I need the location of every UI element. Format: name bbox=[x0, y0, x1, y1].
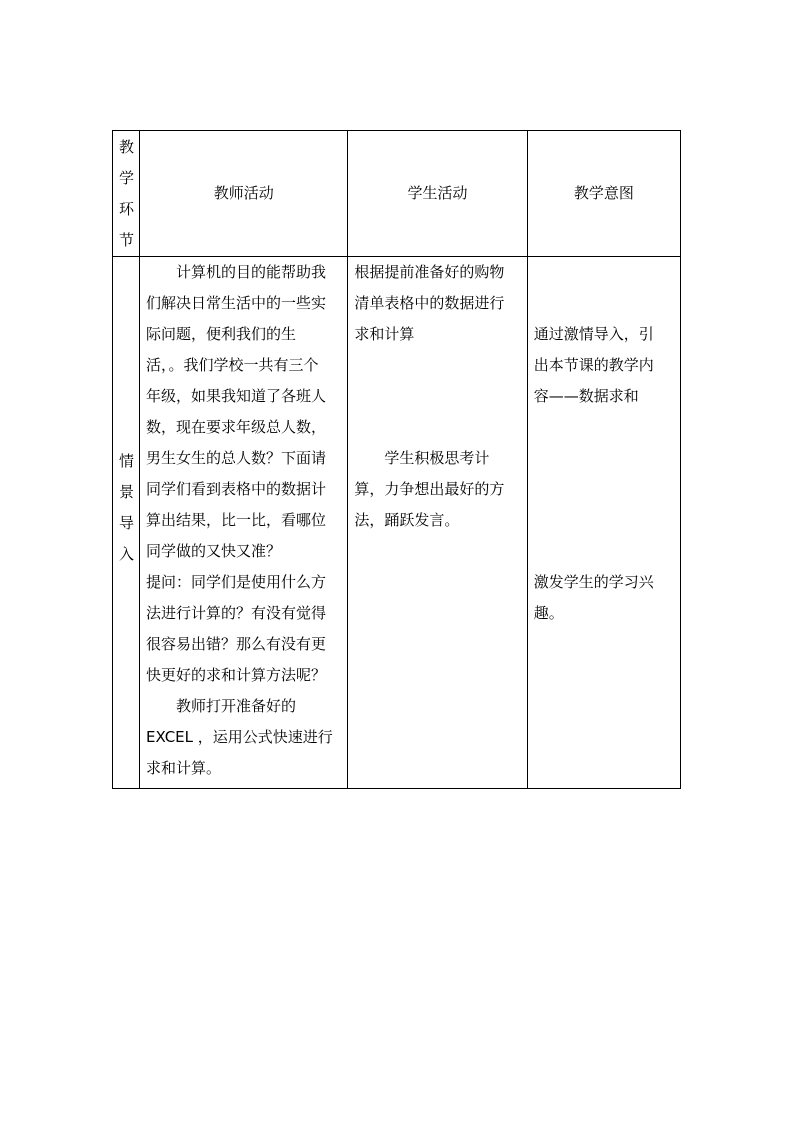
header-student: 学生活动 bbox=[348, 131, 527, 257]
teaching-intent-cell bbox=[527, 257, 680, 789]
teaching-intent-line bbox=[534, 505, 674, 536]
teacher-activity-line: 活，。我们学校一共有三个 bbox=[146, 356, 319, 374]
teacher-activity-line: EXCEL ，运用公式快速进行 bbox=[146, 728, 333, 746]
teacher-activity-line: 同学做的又快又准？ bbox=[146, 542, 282, 560]
teacher-activity-line: 提问：同学们是使用什么方 bbox=[146, 573, 327, 591]
teaching-intent-line bbox=[534, 412, 674, 443]
stage-text bbox=[113, 257, 140, 570]
header-stage bbox=[113, 131, 140, 257]
lesson-plan-table bbox=[112, 130, 681, 789]
teaching-intent-line bbox=[534, 443, 674, 474]
teaching-intent-text bbox=[528, 257, 680, 629]
header-intent: 教学意图 bbox=[527, 131, 680, 257]
header-stage-char: 学 bbox=[118, 168, 134, 187]
teacher-activity-line: 数，现在要求年级总人数， bbox=[146, 418, 327, 436]
teacher-activity-line: 年级，如果我知道了各班人 bbox=[146, 387, 327, 405]
student-activity-line: 法，踊跃发言。 bbox=[354, 511, 460, 529]
student-activity-line: 求和计算 bbox=[354, 325, 415, 343]
teaching-intent-line: 出本节课的教学内 bbox=[533, 356, 654, 374]
teacher-activity-line: 教师打开准备好的 bbox=[146, 697, 297, 715]
stage-char: 情 bbox=[118, 452, 134, 470]
header-stage-char: 节 bbox=[118, 230, 134, 249]
stage-char: 景 bbox=[118, 483, 134, 501]
teacher-activity-line: 算出结果，比一比，看哪位 bbox=[146, 511, 327, 529]
teaching-intent-line bbox=[534, 288, 674, 319]
stage-char: 入 bbox=[118, 545, 134, 563]
table-row-situation-intro bbox=[113, 257, 681, 789]
header-stage-char: 环 bbox=[118, 199, 134, 218]
teacher-activity-line: 们解决日常生活中的一些实 bbox=[146, 294, 327, 312]
teacher-activity-line: 很容易出错？那么有没有更 bbox=[146, 635, 327, 653]
header-stage-char: 教 bbox=[118, 137, 134, 156]
student-activity-text bbox=[348, 257, 526, 536]
stage-cell bbox=[113, 257, 140, 789]
student-activity-line: 根据提前准备好的购物 bbox=[354, 263, 505, 281]
teacher-activity-line: 快更好的求和计算方法呢？ bbox=[146, 666, 327, 684]
teaching-intent-line: 趣。 bbox=[533, 604, 564, 622]
student-activity-line bbox=[354, 412, 520, 443]
teacher-activity-line: 求和计算。 bbox=[146, 759, 222, 777]
stage-char: 导 bbox=[118, 514, 134, 532]
teacher-activity-cell bbox=[140, 257, 348, 789]
teacher-activity-text bbox=[140, 257, 347, 784]
header-stage-text bbox=[113, 132, 140, 256]
teaching-intent-line bbox=[534, 257, 674, 288]
student-activity-line: 算，力争想出最好的方 bbox=[354, 480, 505, 498]
student-activity-line: 学生积极思考计 bbox=[354, 449, 490, 467]
table-header-row bbox=[113, 131, 681, 257]
student-activity-cell bbox=[348, 257, 527, 789]
teaching-intent-line: 容——数据求和 bbox=[533, 387, 639, 405]
teaching-intent-line: 通过激情导入，引 bbox=[533, 325, 654, 343]
teacher-activity-line: 男生女生的总人数？下面请 bbox=[146, 449, 327, 467]
teaching-intent-line bbox=[534, 536, 674, 567]
teaching-intent-line bbox=[534, 474, 674, 505]
student-activity-line: 清单表格中的数据进行 bbox=[354, 294, 505, 312]
header-teacher: 教师活动 bbox=[140, 131, 348, 257]
teacher-activity-line: 法进行计算的？有没有觉得 bbox=[146, 604, 327, 622]
teacher-activity-line: 际问题，便利我们的生 bbox=[146, 325, 297, 343]
teacher-activity-line: 计算机的目的能帮助我 bbox=[146, 263, 327, 281]
teacher-activity-line: 同学们看到表格中的数据计 bbox=[146, 480, 327, 498]
teaching-intent-line: 激发学生的学习兴 bbox=[533, 573, 654, 591]
student-activity-line bbox=[354, 350, 520, 381]
student-activity-line bbox=[354, 381, 520, 412]
